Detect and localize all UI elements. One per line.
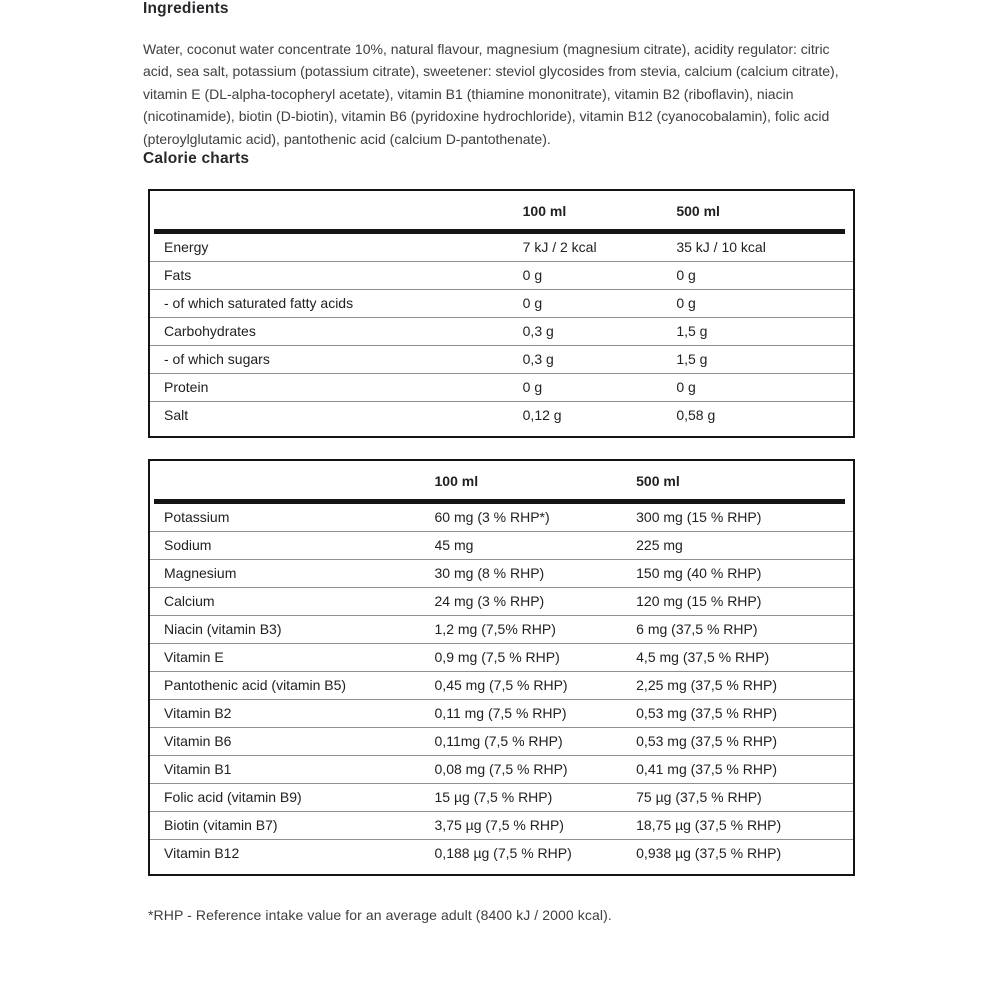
value-100ml: 60 mg (3 % RHP*) — [434, 509, 550, 526]
table-row — [149, 700, 854, 728]
column-header-500ml: 500 ml — [636, 473, 680, 490]
value-500ml: 0 g — [676, 290, 854, 318]
value-100ml: 0 g — [523, 290, 677, 318]
rhp-footnote: *RHP - Reference intake value for an average adult (8400 kJ / 2000 kcal). — [148, 907, 612, 924]
table-row — [149, 290, 854, 318]
table-row — [149, 532, 854, 560]
value-100ml: 0,9 mg (7,5 % RHP) — [435, 644, 637, 672]
macronutrients-table — [148, 189, 855, 438]
value-100ml: 7 kJ / 2 kcal — [522, 239, 597, 256]
value-100ml: 0,08 mg (7,5 % RHP) — [435, 756, 637, 784]
micronutrients-table-header — [149, 460, 854, 504]
value-500ml: 35 kJ / 10 kcal — [676, 239, 766, 256]
value-500ml: 150 mg (40 % RHP) — [636, 560, 854, 588]
content-column — [143, 0, 857, 923]
column-header-100ml: 100 ml — [434, 473, 479, 490]
row-label: Carbohydrates — [149, 318, 523, 346]
table-row — [149, 504, 854, 532]
value-500ml: 18,75 µg (37,5 % RHP) — [636, 812, 854, 840]
row-label: Energy — [164, 239, 209, 256]
table-row — [149, 784, 854, 812]
value-500ml: 0 g — [676, 262, 854, 290]
table-row — [149, 588, 854, 616]
value-100ml: 0,11mg (7,5 % RHP) — [435, 728, 637, 756]
value-500ml: 4,5 mg (37,5 % RHP) — [636, 644, 854, 672]
value-500ml: 0,41 mg (37,5 % RHP) — [636, 756, 854, 784]
calorie-charts-section — [143, 150, 857, 923]
row-label: Vitamin B12 — [149, 840, 435, 876]
row-label: Vitamin B6 — [149, 728, 435, 756]
calorie-charts-heading: Calorie charts — [143, 150, 250, 168]
column-header-blank — [149, 190, 523, 229]
macronutrients-table-header — [149, 190, 854, 234]
row-label: Vitamin B1 — [149, 756, 435, 784]
value-500ml: 1,5 g — [676, 346, 854, 374]
value-500ml: 6 mg (37,5 % RHP) — [636, 616, 854, 644]
value-100ml: 0,12 g — [523, 402, 677, 438]
table-row — [149, 812, 854, 840]
ingredients-heading: Ingredients — [143, 0, 229, 17]
value-100ml: 0,45 mg (7,5 % RHP) — [435, 672, 637, 700]
row-label: Vitamin B2 — [149, 700, 435, 728]
table-row — [149, 402, 854, 438]
value-500ml: 300 mg (15 % RHP) — [636, 509, 762, 526]
column-header-500ml: 500 ml — [676, 203, 720, 220]
value-100ml: 30 mg (8 % RHP) — [435, 560, 637, 588]
micronutrients-table — [148, 459, 855, 876]
table-row — [149, 346, 854, 374]
ingredients-section — [143, 0, 857, 150]
value-100ml: 1,2 mg (7,5% RHP) — [435, 616, 637, 644]
row-label: Vitamin E — [149, 644, 435, 672]
table-row — [149, 560, 854, 588]
row-label: Niacin (vitamin B3) — [149, 616, 435, 644]
row-label: Potassium — [164, 509, 230, 526]
value-100ml: 0 g — [523, 374, 677, 402]
table-row — [149, 728, 854, 756]
value-500ml: 0,53 mg (37,5 % RHP) — [636, 700, 854, 728]
row-label: Magnesium — [149, 560, 435, 588]
value-500ml: 0,938 µg (37,5 % RHP) — [636, 840, 854, 876]
value-100ml: 0,3 g — [523, 346, 677, 374]
value-500ml: 0,58 g — [676, 402, 854, 438]
micronutrients-table-body — [149, 504, 854, 875]
row-label: Fats — [149, 262, 523, 290]
value-100ml: 0,188 µg (7,5 % RHP) — [435, 840, 637, 876]
row-label: - of which sugars — [149, 346, 523, 374]
value-100ml: 15 µg (7,5 % RHP) — [435, 784, 637, 812]
row-label: Pantothenic acid (vitamin B5) — [149, 672, 435, 700]
table-row — [149, 318, 854, 346]
row-label: Protein — [149, 374, 523, 402]
table-row — [149, 672, 854, 700]
row-label: Folic acid (vitamin B9) — [149, 784, 435, 812]
value-500ml: 1,5 g — [676, 318, 854, 346]
table-row — [149, 262, 854, 290]
column-header-blank — [149, 460, 435, 499]
value-100ml: 0,3 g — [523, 318, 677, 346]
row-label: Sodium — [149, 532, 435, 560]
macronutrients-table-body — [149, 234, 854, 437]
value-500ml: 120 mg (15 % RHP) — [636, 588, 854, 616]
table-row — [149, 644, 854, 672]
value-500ml: 2,25 mg (37,5 % RHP) — [636, 672, 854, 700]
value-100ml: 0,11 mg (7,5 % RHP) — [435, 700, 637, 728]
table-row — [149, 840, 854, 876]
value-100ml: 45 mg — [435, 532, 637, 560]
column-header-100ml: 100 ml — [522, 203, 567, 220]
row-label: - of which saturated fatty acids — [149, 290, 523, 318]
row-label: Biotin (vitamin B7) — [149, 812, 435, 840]
value-100ml: 3,75 µg (7,5 % RHP) — [435, 812, 637, 840]
ingredients-text: Water, coconut water concentrate 10%, natural flavour, magnesium (magnesium citrate), acidity regulator: citric acid, sea salt, potassium (potassium citrate), sweetener: steviol glycosides from stevia, calcium (calcium citrate), vitamin E (DL-alpha-tocopheryl acetate), vitamin B1 (thiamine mononitrate), vitamin B2 (riboflavin), niacin (nicotinamide), biotin (D-biotin), vitamin B6 (pyridoxine hydrochloride), vitamin B12 (cyanocobalamin), folic acid (pteroylglutamic acid), pantothenic acid (calcium D-pantothenate). — [143, 41, 839, 147]
value-500ml: 0,53 mg (37,5 % RHP) — [636, 728, 854, 756]
table-row — [149, 234, 854, 262]
row-label: Calcium — [149, 588, 435, 616]
table-row — [149, 756, 854, 784]
table-row — [149, 616, 854, 644]
value-500ml: 0 g — [676, 374, 854, 402]
value-500ml: 75 µg (37,5 % RHP) — [636, 784, 854, 812]
row-label: Salt — [149, 402, 523, 438]
value-100ml: 0 g — [523, 262, 677, 290]
value-500ml: 225 mg — [636, 532, 854, 560]
value-100ml: 24 mg (3 % RHP) — [435, 588, 637, 616]
table-row — [149, 374, 854, 402]
